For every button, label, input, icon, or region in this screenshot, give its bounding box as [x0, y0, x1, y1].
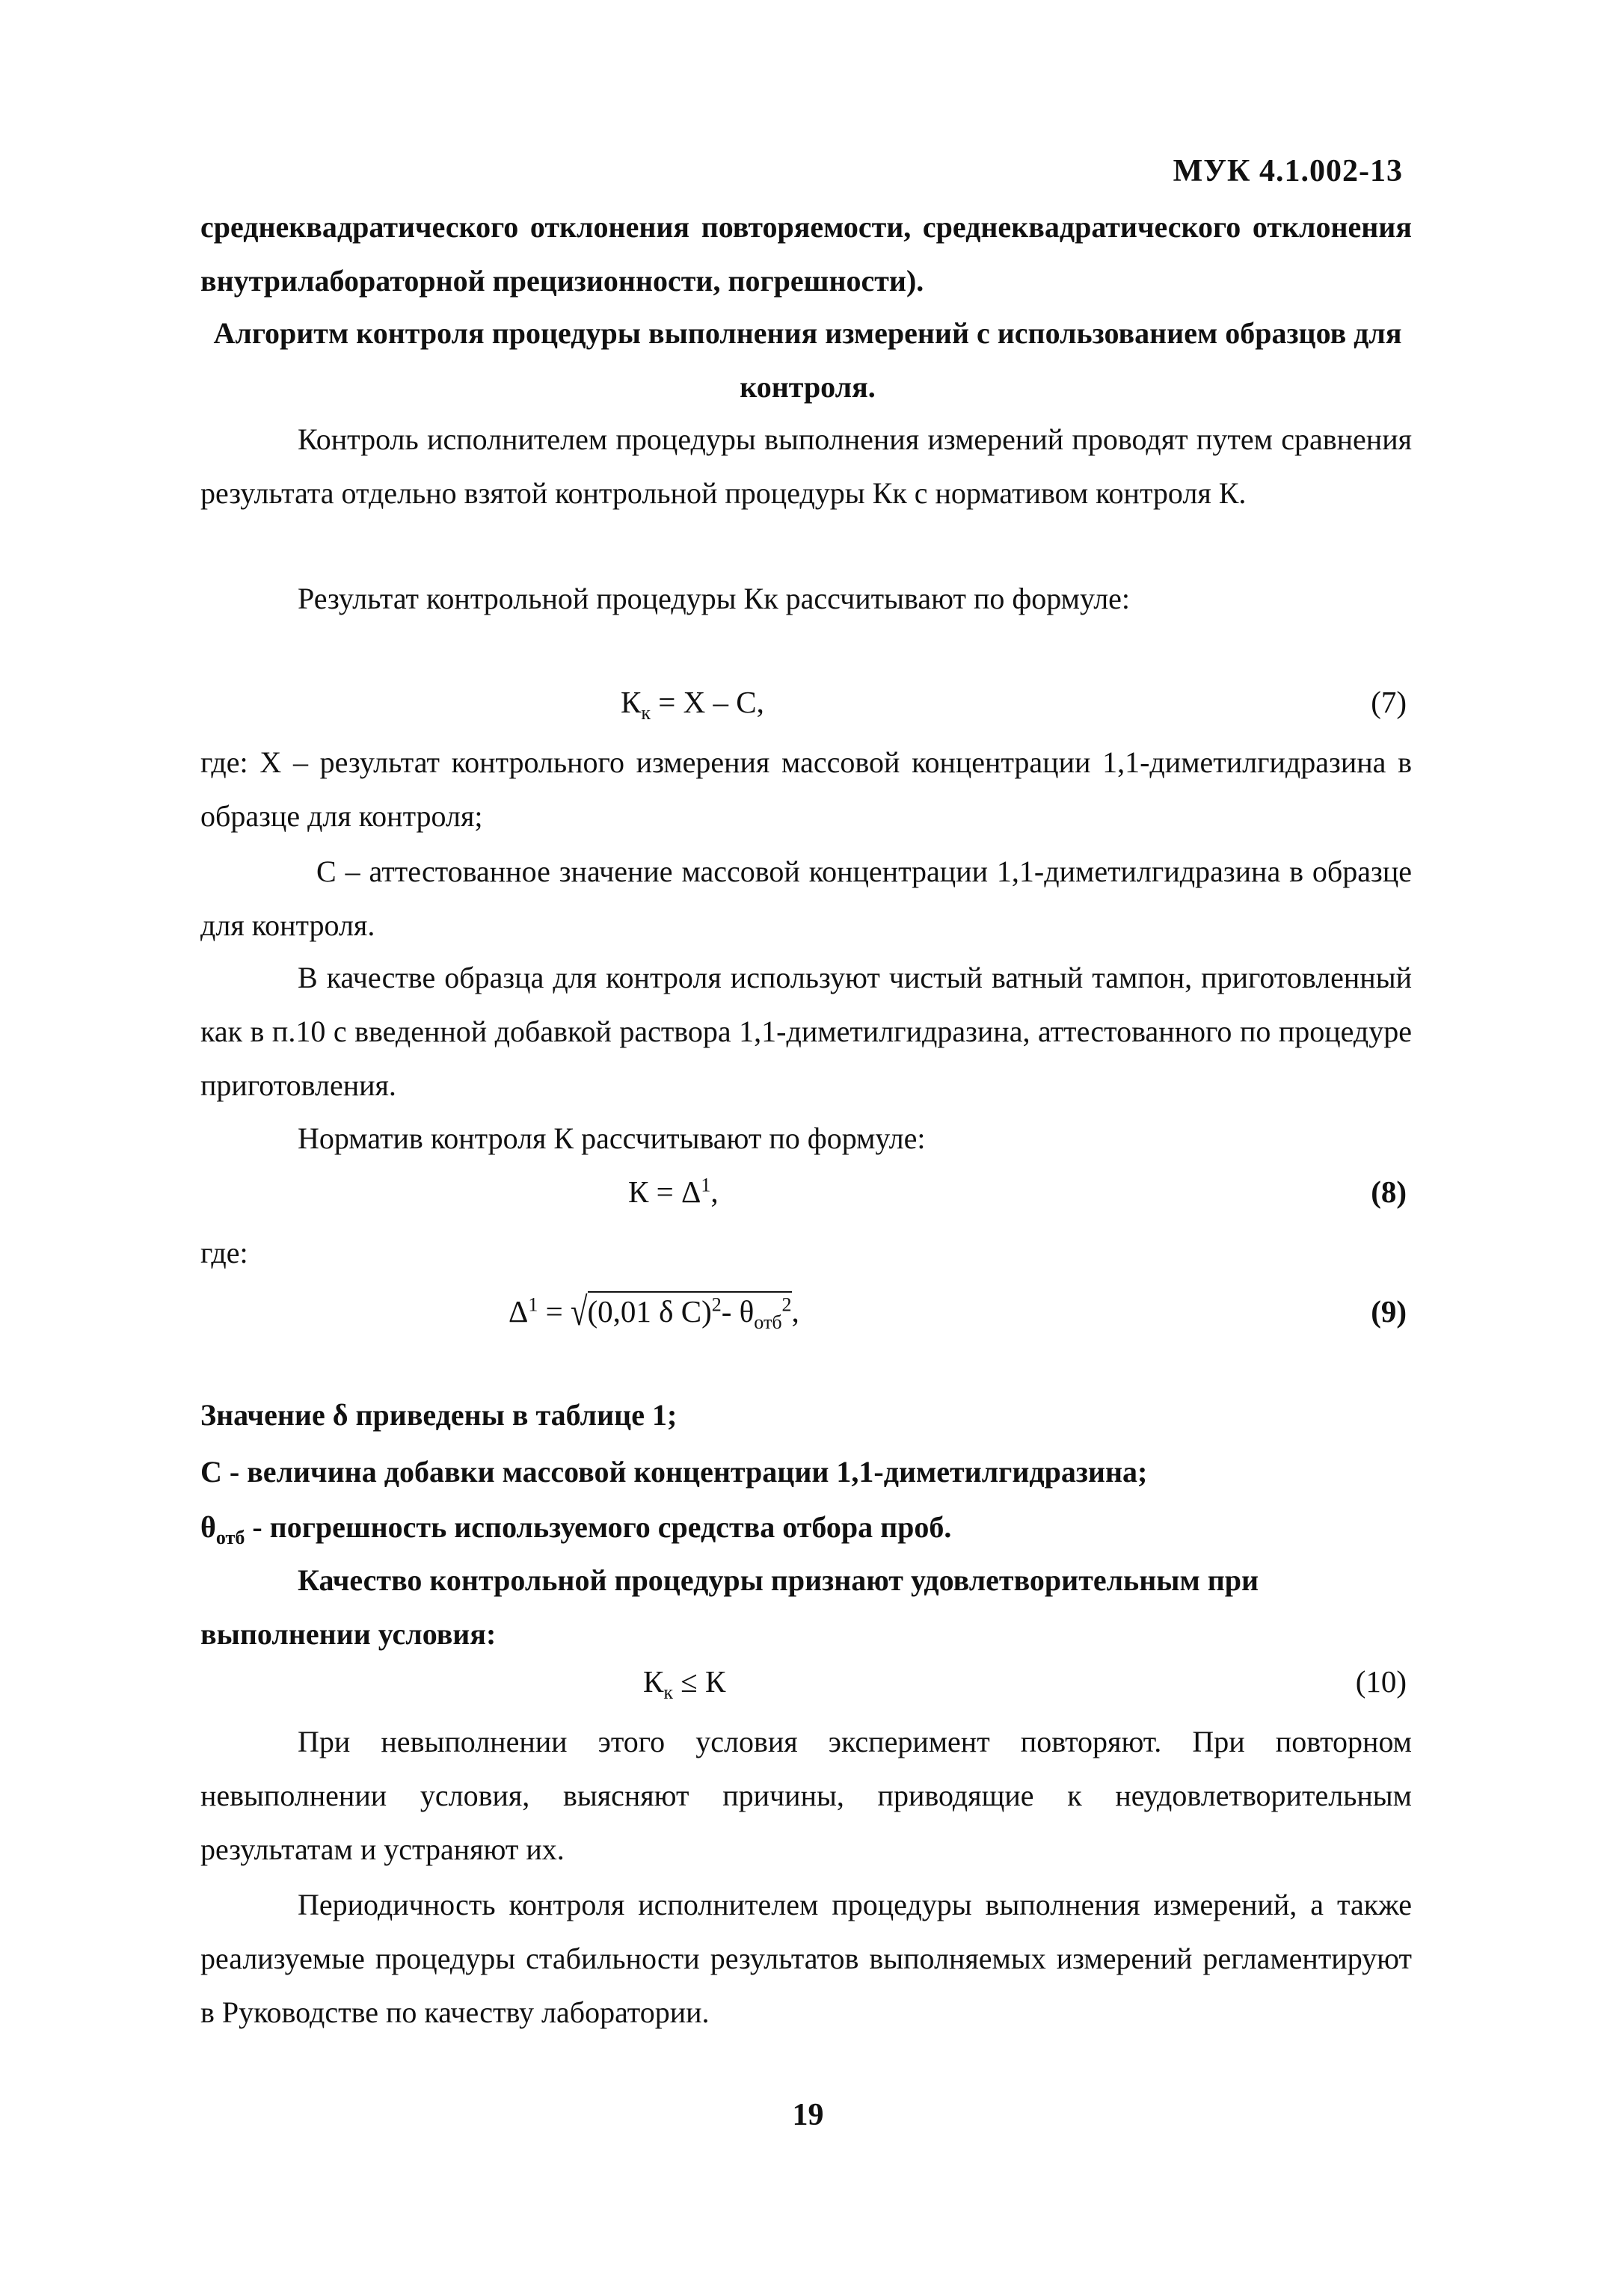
- paragraph-control: Контроль исполнителем процедуры выполнения измерений проводят путем сравнения результата отдельно взятой контрольной процедуры Кк с нормативом контроля К.: [200, 422, 1412, 510]
- note-theta-symbol: θ: [200, 1510, 216, 1544]
- page-number: 19: [792, 2098, 824, 2132]
- formula-9-lhs: Δ: [509, 1294, 529, 1329]
- paragraph-quality: Качество контрольной процедуры признают удовлетворительным при выполнении условия:: [200, 1563, 1259, 1651]
- equation-number-9: (9): [1371, 1294, 1407, 1329]
- note-c: С - величина добавки массовой концентрации 1,1-диметилгидразина;: [200, 1455, 1148, 1489]
- formula-8-text: К = Δ: [628, 1175, 701, 1209]
- paragraph-periodicity: Периодичность контроля исполнителем процедуры выполнения измерений, а также реализуемые процедуры стабильности результатов выполняемых измерений регламентируют в Руководстве по качеству лаборатории.: [200, 1888, 1412, 2029]
- equation-number-7: (7): [1371, 685, 1407, 719]
- formula-9-minus: - θ: [721, 1294, 755, 1329]
- formula-7: [621, 684, 764, 724]
- paragraph-result-formula: Результат контрольной процедуры Кк рассчитывают по формуле:: [298, 582, 1131, 615]
- formula-9-body: (0,01 δ C): [587, 1294, 712, 1329]
- definition-c: С – аттестованное значение массовой концентрации 1,1-диметилгидразина в образце для контроля.: [200, 855, 1412, 942]
- note-delta: Значение δ приведены в таблице 1;: [200, 1398, 678, 1432]
- formula-9-theta-sup: 2: [781, 1293, 792, 1316]
- formula-10-rhs: ≤ К: [673, 1664, 726, 1699]
- note-theta-text: - погрешность используемого средства отбора проб.: [245, 1510, 952, 1544]
- formula-8: [628, 1174, 719, 1210]
- formula-9-tail: ,: [791, 1294, 799, 1329]
- formula-10: [643, 1663, 725, 1704]
- formula-9-theta-sub: отб: [754, 1311, 782, 1334]
- paragraph-sample: В качестве образца для контроля используют чистый ватный тампон, приготовленный как в п.10 с введенной добавкой раствора 1,1-диметилгидразина, аттестованного по процедуре приготовления.: [200, 961, 1412, 1102]
- square-root-icon: √: [571, 1289, 588, 1334]
- document-code: МУК 4.1.002-13: [1173, 154, 1403, 188]
- formula-10-lhs-sub: к: [663, 1681, 673, 1704]
- formula-7-lhs-sub: к: [641, 702, 651, 724]
- equation-number-8: (8): [1371, 1175, 1407, 1209]
- section-heading: Алгоритм контроля процедуры выполнения измерений с использованием образцов для контроля.: [213, 316, 1402, 404]
- note-theta-sub: отб: [215, 1527, 245, 1548]
- formula-9-lhs-sup: 1: [528, 1293, 538, 1316]
- formula-9-body-sup: 2: [711, 1293, 722, 1316]
- formula-8-sup: 1: [701, 1174, 711, 1196]
- intro-paragraph: среднеквадратического отклонения повторяемости, среднеквадратического отклонения внутрилабораторной прецизионности, погрешности).: [200, 210, 1412, 298]
- formula-9: [509, 1289, 799, 1334]
- formula-8-tail: ,: [710, 1175, 719, 1209]
- definition-x: где: X – результат контрольного измерения массовой концентрации 1,1-диметилгидразина в образце для контроля;: [200, 745, 1412, 833]
- equation-number-10: (10): [1355, 1664, 1407, 1699]
- formula-9-eq: =: [538, 1294, 571, 1329]
- formula-10-lhs: К: [643, 1664, 664, 1699]
- paragraph-repeat: При невыполнении этого условия эксперимент повторяют. При повторном невыполнении условия, выясняют причины, приводящие к неудовлетворительным результатам и устраняют их.: [200, 1725, 1412, 1866]
- where-label: где:: [200, 1236, 248, 1269]
- formula-7-rhs: = X – C,: [651, 685, 764, 719]
- paragraph-norm-formula: Норматив контроля К рассчитывают по формуле:: [298, 1121, 926, 1155]
- formula-7-lhs: К: [621, 685, 642, 719]
